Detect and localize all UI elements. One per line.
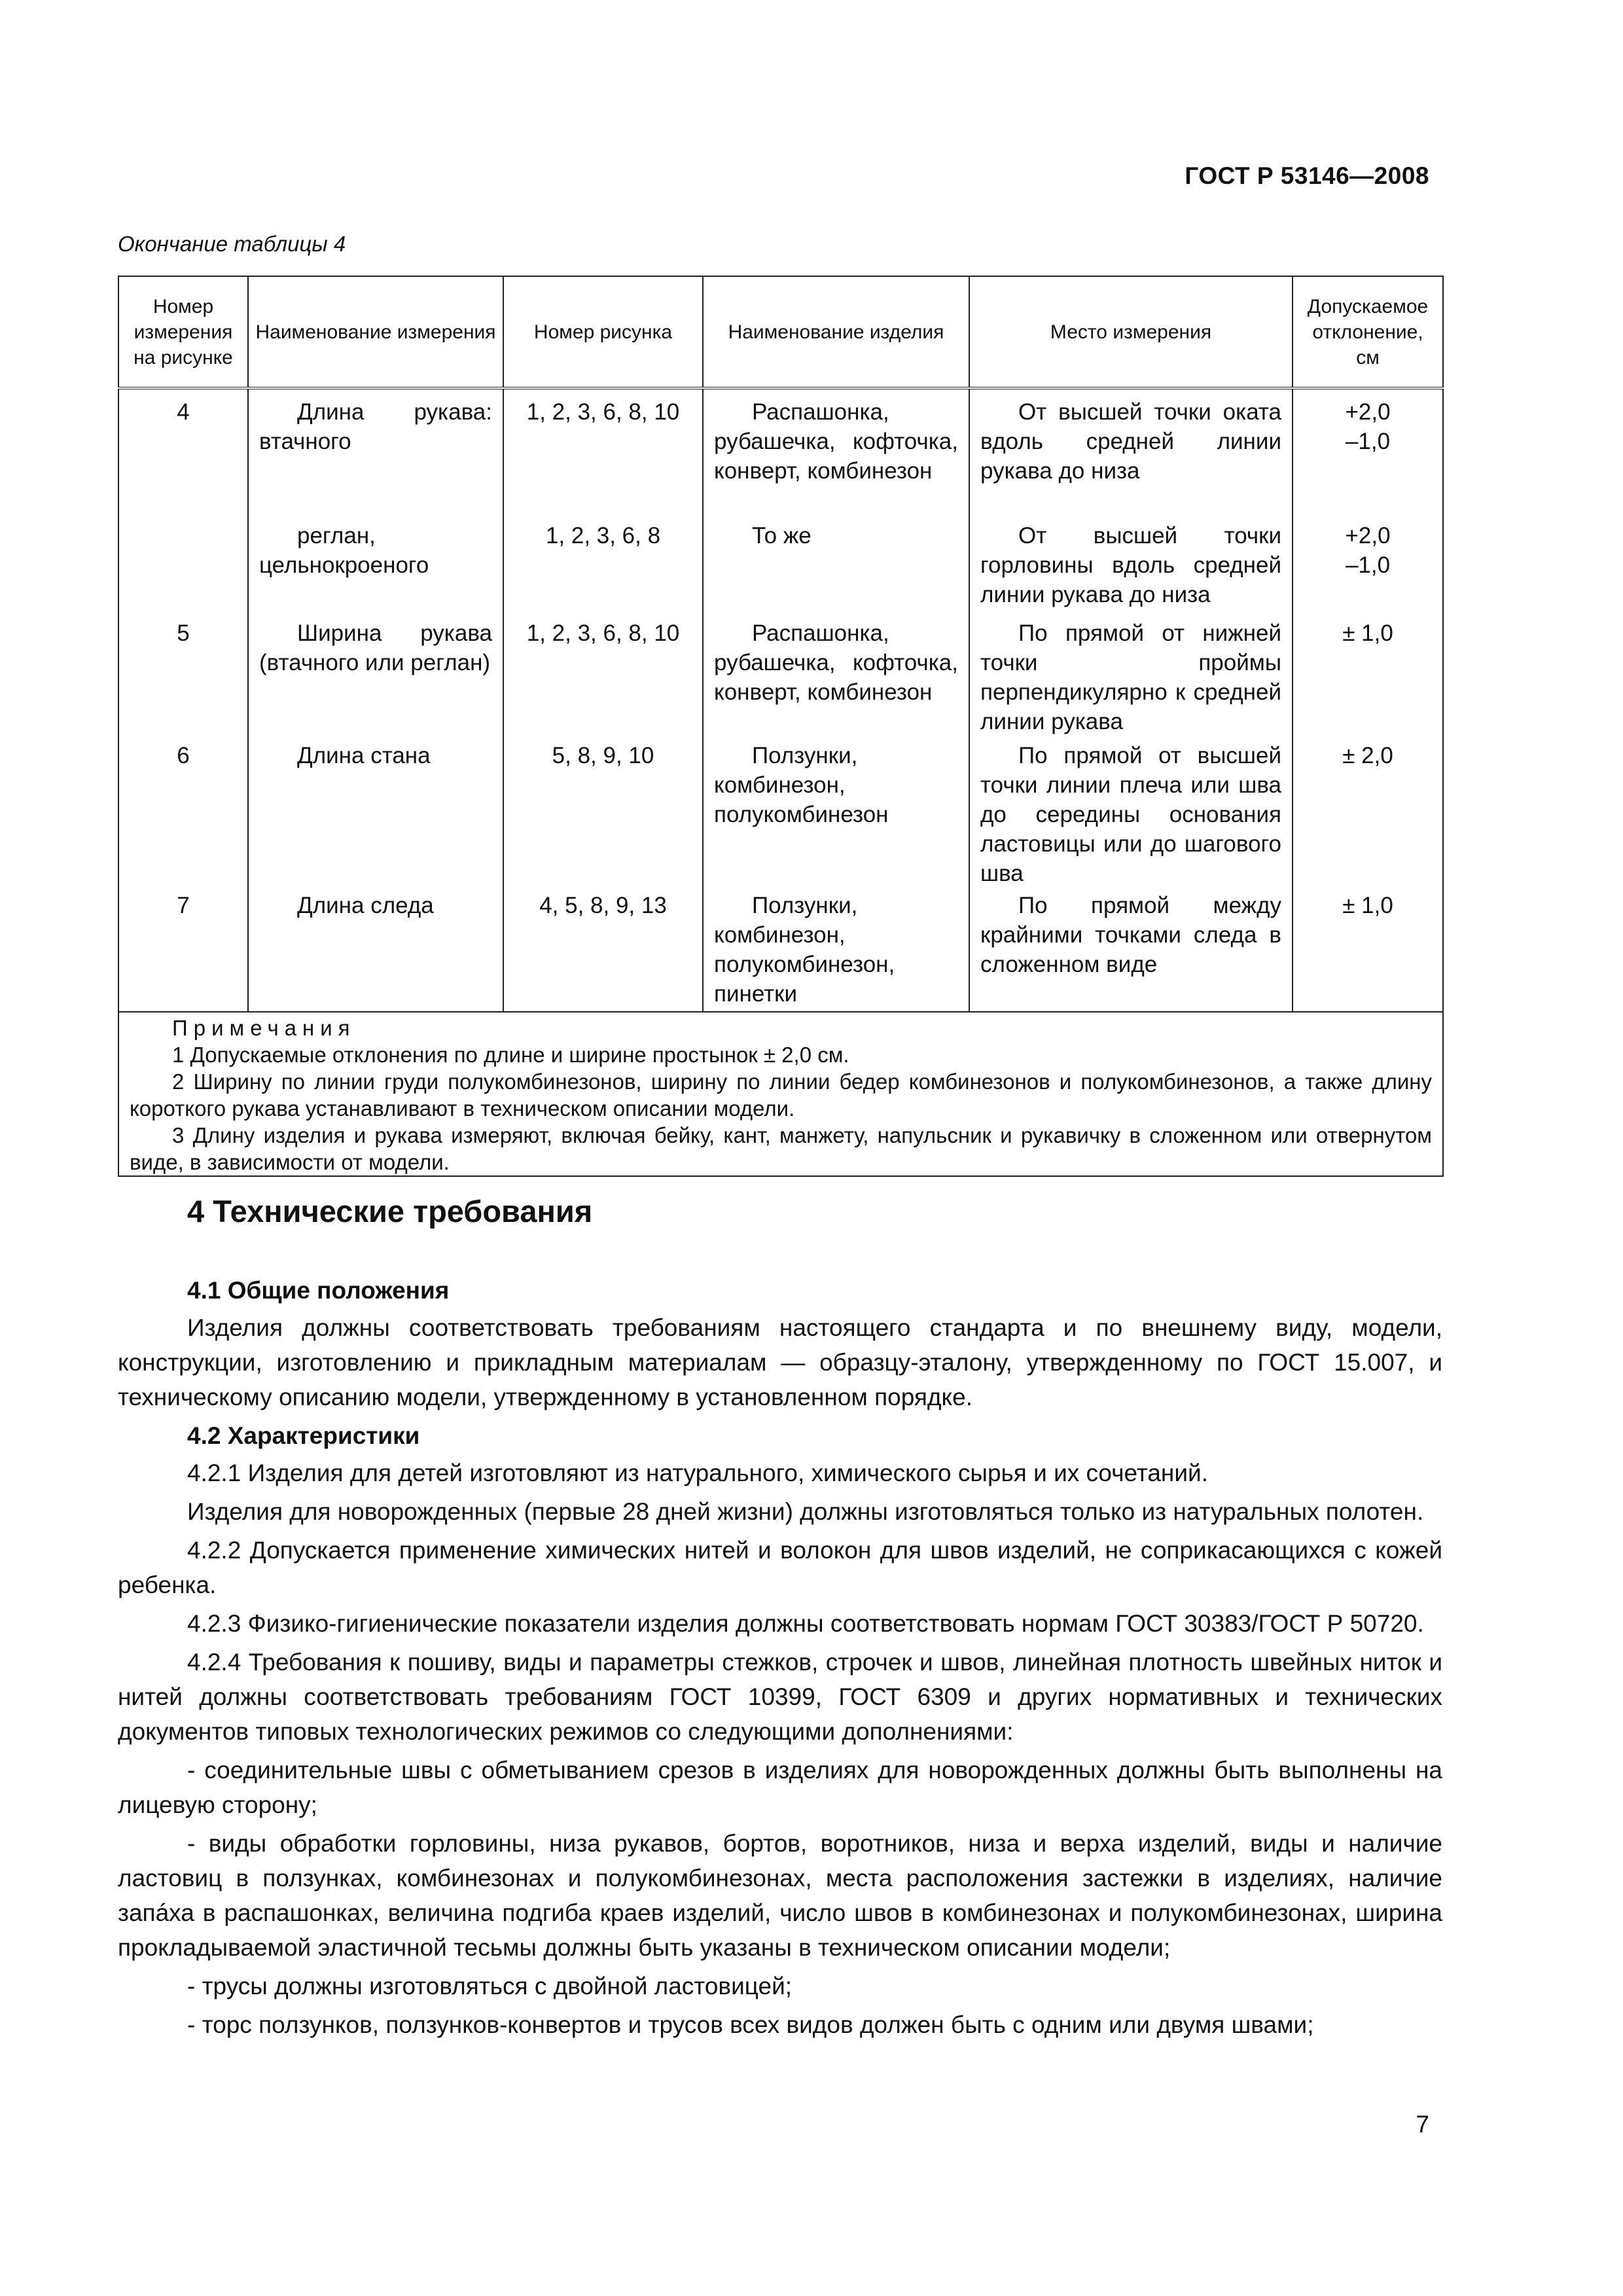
deviation-minus: –1,0 [1345, 552, 1391, 578]
deviation-minus: –1,0 [1345, 429, 1391, 454]
cell-product: Ползунки, комбинезон, полукомбинезон, пинетки [703, 889, 969, 1012]
table-row [118, 519, 1443, 617]
subsection-heading: 4.1 Общие положения [187, 1277, 450, 1304]
table-row [118, 889, 1443, 1012]
cell-figures: 5, 8, 9, 10 [503, 739, 703, 889]
cell-measurement-name: реглан, цельнокроеного [248, 519, 503, 617]
cell-deviation: ± 2,0 [1293, 739, 1443, 889]
cell-deviation: ± 1,0 [1293, 617, 1443, 739]
paragraph: 4.2.3 Физико-гигиенические показатели изделия должны соответствовать нормам ГОСТ 30383/ГОСТ Р 50720. [187, 1610, 1424, 1637]
cell-product: Распашонка, рубашечка, кофточка, конверт, комбинезон [703, 388, 969, 519]
table-row [118, 388, 1443, 519]
cell-deviation [1293, 519, 1443, 617]
cell-measurement-name: Длина стана [248, 739, 503, 889]
cell-measurement-name: Длина следа [248, 889, 503, 1012]
cell-measurement-name: Ширина рукава (втачного или реглан) [248, 617, 503, 739]
cell-figures: 1, 2, 3, 6, 8, 10 [503, 388, 703, 519]
note-item: 1 Допускаемые отклонения по длине и ширине простынок ± 2,0 см. [172, 1043, 849, 1067]
list-item: - трусы должны изготовляться с двойной ластовицей; [187, 1973, 793, 2000]
cell-place: По прямой от высшей точки линии плеча или шва до середины основания ластовицы или до шагового шва [969, 739, 1293, 889]
list-item: - торс ползунков, ползунков-конвертов и трусов всех видов должен быть с одним или двумя швами; [187, 2011, 1314, 2038]
paragraph: Изделия должны соответствовать требованиям настоящего стандарта и по внешнему виду, модели, конструкции, изготовлению и прикладным материалам — образцу-эталону, утвержденному по ГОСТ 15.007, и техническому описанию модели, утвержденному в установленном порядке. [118, 1314, 1442, 1410]
cell-place: По прямой от нижней точки проймы перпендикулярно к средней линии рукава [969, 617, 1293, 739]
column-header: Место измерения [969, 276, 1293, 388]
deviation-plus: +2,0 [1345, 399, 1391, 425]
paragraph: Изделия для новорожденных (первые 28 дней жизни) должны изготовляться только из натуральных полотен. [187, 1498, 1424, 1525]
cell-deviation: ± 1,0 [1293, 889, 1443, 1012]
page-number: 7 [1416, 2111, 1429, 2138]
table-row [118, 739, 1443, 889]
paragraph: 4.2.1 Изделия для детей изготовляют из натурального, химического сырья и их сочетаний. [187, 1460, 1208, 1486]
list-item: - виды обработки горловины, низа рукавов, бортов, воротников, низа и верха изделий, виды и наличие ластовиц в ползунках, комбинезонах и полукомбинезонах, места расположения застежки в изделиях, наличие запáха в распашонках, величина подгиба краев изделий, число швов в комбинезонах и полукомбинезонах, ширина прокладываемой эластичной тесьмы должны быть указаны в техническом описании модели; [118, 1830, 1442, 1961]
cell-measurement-name: Длина рукава: втачного [248, 388, 503, 519]
cell-place: По прямой между крайними точками следа в сложенном виде [969, 889, 1293, 1012]
cell-number: 4 [118, 388, 248, 519]
subsection-heading: 4.2 Характеристики [187, 1422, 420, 1449]
cell-number [118, 519, 248, 617]
table-caption: Окончание таблицы 4 [118, 232, 346, 256]
column-header: Допускаемое отклонение, см [1293, 276, 1443, 388]
cell-product: Распашонка, рубашечка, кофточка, конверт, комбинезон [703, 617, 969, 739]
cell-deviation [1293, 388, 1443, 519]
cell-figures: 4, 5, 8, 9, 13 [503, 889, 703, 1012]
measurements-table [118, 276, 1444, 1177]
cell-number: 7 [118, 889, 248, 1012]
document-id: ГОСТ Р 53146—2008 [1185, 162, 1429, 189]
deviation-plus: +2,0 [1345, 523, 1391, 548]
cell-number: 6 [118, 739, 248, 889]
list-item: - соединительные швы с обметыванием срезов в изделиях для новорожденных должны быть выполнены на лицевую сторону; [118, 1757, 1442, 1818]
cell-product: То же [703, 519, 969, 617]
paragraph: 4.2.4 Требования к пошиву, виды и параметры стежков, строчек и швов, линейная плотность швейных ниток и нитей должны соответствовать требованиям ГОСТ 10399, ГОСТ 6309 и других нормативных и технических документов типовых технологических режимов со следующими дополнениями: [118, 1649, 1442, 1745]
cell-product: Ползунки, комбинезон, полукомбинезон [703, 739, 969, 889]
column-header: Номер измерения на рисунке [118, 276, 248, 388]
cell-figures: 1, 2, 3, 6, 8 [503, 519, 703, 617]
cell-place: От высшей точки горловины вдоль средней линии рукава до низа [969, 519, 1293, 617]
cell-number: 5 [118, 617, 248, 739]
notes-title: Примечания [172, 1016, 356, 1040]
column-header: Наименование измерения [248, 276, 503, 388]
cell-place: От высшей точки оката вдоль средней линии рукава до низа [969, 388, 1293, 519]
section-heading: 4 Технические требования [187, 1194, 593, 1229]
column-header: Наименование изделия [703, 276, 969, 388]
note-item: 3 Длину изделия и рукава измеряют, включая бейку, кант, манжету, напульсник и рукавичку в сложенном или отвернутом виде, в зависимости от модели. [130, 1123, 1432, 1174]
note-item: 2 Ширину по линии груди полукомбинезонов, ширину по линии бедер комбинезонов и полукомбинезонов, а также длину короткого рукава устанавливают в техническом описании модели. [130, 1069, 1432, 1121]
table-row [118, 617, 1443, 739]
cell-figures: 1, 2, 3, 6, 8, 10 [503, 617, 703, 739]
notes-row [118, 1012, 1443, 1176]
column-header: Номер рисунка [503, 276, 703, 388]
section-body [118, 1273, 1442, 2046]
paragraph: 4.2.2 Допускается применение химических нитей и волокон для швов изделий, не соприкасающихся с кожей ребенка. [118, 1537, 1442, 1598]
table-notes [118, 1012, 1443, 1176]
table-header-row [118, 276, 1443, 388]
